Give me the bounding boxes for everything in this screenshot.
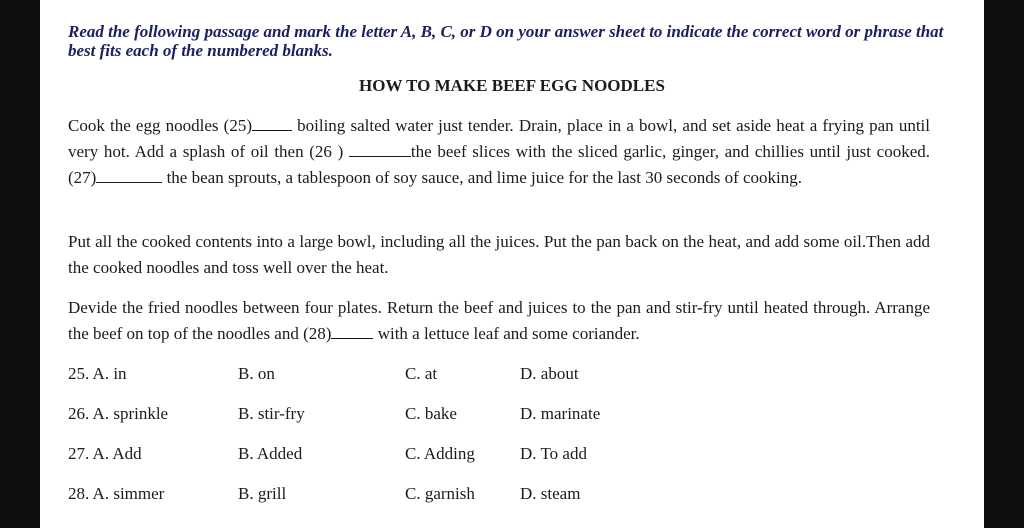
option-27-b: B. Added	[238, 444, 303, 463]
option-27-c: C. Adding	[405, 444, 475, 463]
option-26-b: B. stir-fry	[238, 404, 305, 423]
option-28-d: D. steam	[520, 484, 581, 503]
option-25-a: 25. A. in	[68, 364, 127, 383]
option-25-d: D. about	[520, 364, 579, 383]
blank-27	[96, 168, 162, 183]
option-27-d: D. To add	[520, 444, 587, 463]
option-28-b: B. grill	[238, 484, 287, 503]
instruction-text: Read the following passage and mark the letter A, B, C, or D on your answer sheet to indicate the correct word or phrase that best fits each of the numbered blanks.	[68, 22, 944, 60]
question-row-26	[68, 400, 948, 440]
paragraph-1-text-2: boiling salted water just tender. Drain, place in a bowl, and set aside heat a frying pan until very hot. Add a splash of oil then (26 )	[68, 116, 930, 161]
option-26-d: D. marinate	[520, 404, 601, 423]
option-28-a: 28. A. simmer	[68, 484, 165, 503]
option-26-a: 26. A. sprinkle	[68, 404, 169, 423]
paragraph-2: Put all the cooked contents into a large bowl, including all the juices. Put the pan back on the heat, and add some oil.Then add the cooked noodles and toss well over the heat.	[68, 232, 930, 277]
option-26-c: C. bake	[405, 404, 457, 423]
blank-28	[331, 324, 373, 339]
passage-title: HOW TO MAKE BEEF EGG NOODLES	[359, 76, 665, 95]
blank-26	[349, 142, 411, 157]
question-row-25	[68, 360, 948, 400]
option-25-b: B. on	[238, 364, 275, 383]
answer-options	[68, 360, 948, 520]
paragraph-1-text-4: the bean sprouts, a tablespoon of soy sauce, and lime juice for the last 30 seconds of cooking.	[162, 168, 803, 187]
blank-25	[252, 116, 292, 131]
paragraph-1-text-3: the beef slices with the sliced garlic, ginger, and chillies until just cooked. (27)	[68, 142, 930, 187]
paragraph-3-text-1: Devide the fried noodles between four plates. Return the beef and juices to the pan and stir-fry until heated through. Arrange the beef on top of the noodles and (28)	[68, 298, 930, 343]
paragraph-1	[68, 113, 930, 191]
option-25-c: C. at	[405, 364, 438, 383]
option-28-c: C. garnish	[405, 484, 475, 503]
worksheet-page	[40, 0, 984, 528]
question-row-27	[68, 440, 948, 480]
paragraph-3-text-2: with a lettuce leaf and some coriander.	[373, 324, 640, 343]
paragraph-3	[68, 295, 930, 347]
paragraph-1-text-1: Cook the egg noodles (25)	[68, 116, 252, 135]
question-row-28	[68, 480, 948, 520]
option-27-a: 27. A. Add	[68, 444, 142, 463]
